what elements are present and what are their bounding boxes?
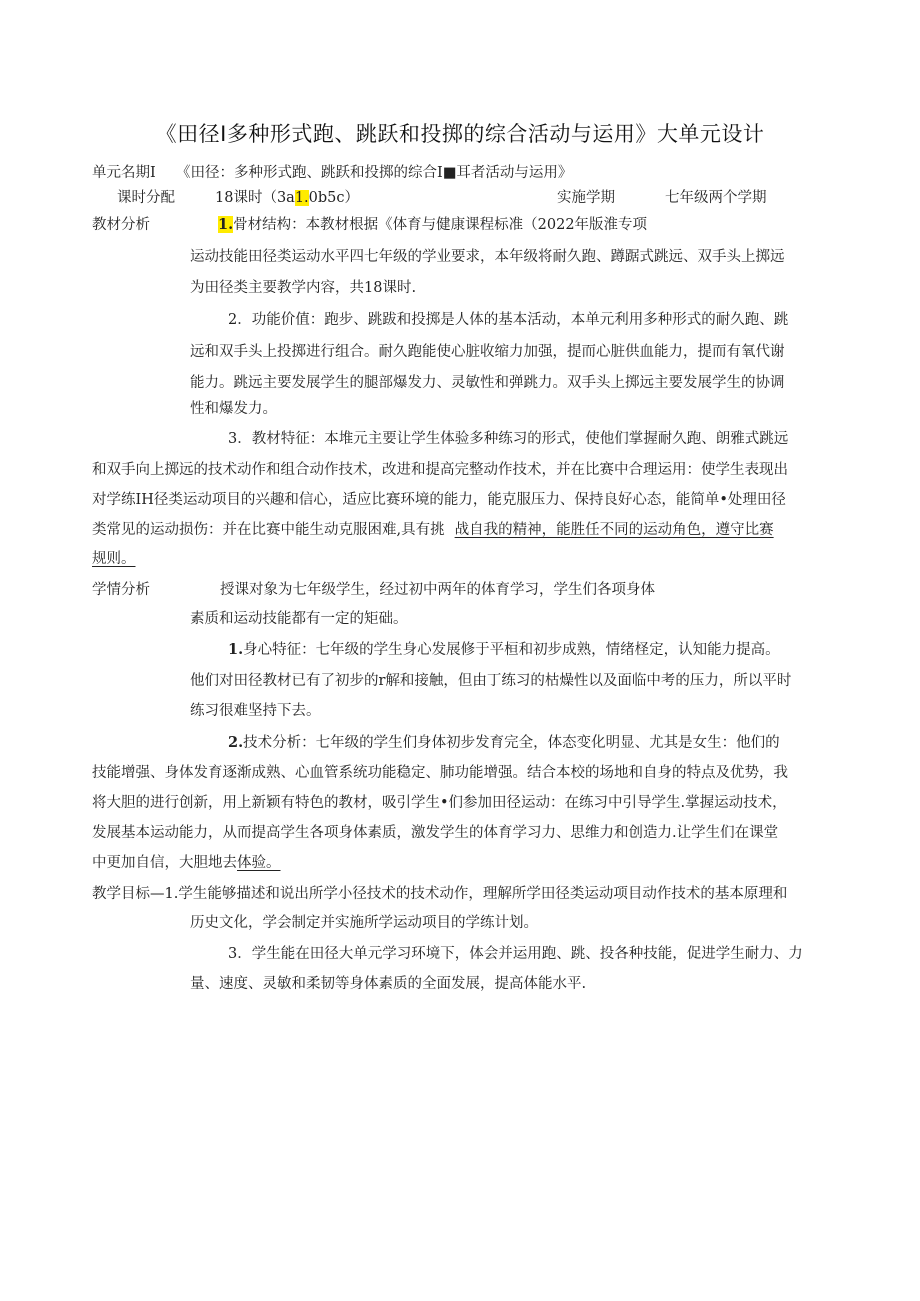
term-value: 七年级两个学期 xyxy=(665,190,767,206)
material-p3-line3: 对学练IH径类运动项目的兴趣和信心，适应比赛环境的能力，能克服压力、保持良好心态，能简单•处理田径 xyxy=(92,492,786,508)
students-p2-line2: 技能增强、身体发育逐渐成熟、心血管系统功能稳定、肺功能增强。结合本校的场地和自身的特点及优势，我 xyxy=(92,765,788,781)
goals-line1: 教学目标—1.学生能够描述和说出所学小径技术的技术动作，理解所学田径类运动项目动作技术的基本原理和 xyxy=(92,886,788,902)
students-p2-line5: 中更加自信，大胆地去体验。 xyxy=(92,855,281,871)
students-p1-line1: 1.身心特征：七年级的学生身心发展修于平桓和初步成熟，情绪柽定，认知能力提高。 xyxy=(228,641,780,658)
students-p1-line2: 他们对田径教材已有了初步的r解和接触，但由丁练习的枯燥性以及面临中考的压力，所以平时 xyxy=(190,673,792,689)
highlight-mark: 1. xyxy=(218,216,234,233)
material-label: 教材分析 xyxy=(92,217,150,233)
material-p2-line1: 2．功能价值：跑步、跳跋和投掷是人体的基本活动，本单元利用多种形式的耐久跑、跳 xyxy=(228,312,789,328)
schedule-hours: 18课时（3a1.0b5c） xyxy=(215,190,360,206)
students-p2-line3: 将大胆的进行创新，用上新颖有特色的教材，吸引学生•们参加田径运动：在练习中引导学生.掌握运动技术， xyxy=(92,795,787,811)
material-p3-line4: 类常见的运动损伤：并在比赛中能生动克服困难,具有挑 战自我的精神，能胜任不同的运动角色，遵守比赛 xyxy=(92,522,774,538)
goals-p3-line2: 量、速度、灵敏和柔韧等身体素质的全面发展，提高体能水平. xyxy=(190,976,587,992)
underlined-text: 体验。 xyxy=(237,855,281,871)
highlight-mark: 1. xyxy=(294,190,309,206)
term-label: 实施学期 xyxy=(557,190,615,206)
underlined-text: 规则。 xyxy=(92,551,136,567)
students-p2-line1: 2.技术分析：七年级的学生们身体初步发育完全，体态变化明显、尤其是女生：他们的 xyxy=(228,734,780,751)
material-p3-line2: 和双手向上掷远的技术动作和组合动作技术，改进和提高完整动作技术，并在比赛中合理运用：使学生表现出 xyxy=(92,462,788,478)
underlined-text: 战自我的精神，能胜任不同的运动角色，遵守比赛 xyxy=(454,522,774,538)
students-label: 学情分析 xyxy=(92,582,150,598)
unit-name-value: 《田径：多种形式跑、跳跃和投掷的综合I■耳者活动与运用》 xyxy=(176,165,573,181)
material-p1-line2: 运动技能田径类运动水平四七年级的学业要求，本年级将耐久跑、蹲踞式跳远、双手头上掷远 xyxy=(190,249,785,265)
students-p1-line3: 练习很难坚持下去。 xyxy=(190,703,321,719)
material-p3-line5 xyxy=(92,549,136,569)
unit-name-label: 单元名期I xyxy=(92,165,156,181)
schedule-label: 课时分配 xyxy=(117,190,175,206)
document-title: 《田径I多种形式跑、跳跃和投掷的综合活动与运用》大单元设计 xyxy=(155,122,765,146)
material-p1-line3: 为田径类主要教学内容，共18课时. xyxy=(190,280,417,296)
material-p1-line1: 1.骨材结构：本教材根据《体育与健康课程标准（2022年版淮专项 xyxy=(218,216,648,233)
material-p2-line2: 远和双手头上投掷进行组合。耐久跑能使心脏收缩力加强，提而心脏供血能力，提而有氧代谢 xyxy=(190,344,785,360)
students-p2-line4: 发展基本运动能力，从而提高学生各项身体素质，激发学生的体育学习力、思维力和创造力.让学生们在课堂 xyxy=(92,825,779,841)
goals-p3-line1: 3．学生能在田径大单元学习环境下，体会并运用跑、跳、投各种技能，促进学生耐力、力 xyxy=(228,946,803,962)
material-p2-line3: 能力。跳远主要发展学生的腿部爆发力、灵敏性和弹跳力。双手头上掷远主要发展学生的协调 xyxy=(190,375,785,391)
goals-line2: 历史文化，学会制定并实施所学运动项目的学练计划。 xyxy=(190,915,538,931)
material-p3-line1: 3．教材特征：本堆元主要让学生体验多种练习的形式，使他们掌握耐久跑、朗雅式跳远 xyxy=(228,431,789,447)
material-p2-line4: 性和爆发力。 xyxy=(190,401,277,417)
students-intro-line2: 素质和运动技能都有一定的矩础。 xyxy=(190,611,408,627)
students-intro-line1: 授课对象为七年级学生，经过初中两年的体育学习，学生们各项身体 xyxy=(220,582,655,598)
